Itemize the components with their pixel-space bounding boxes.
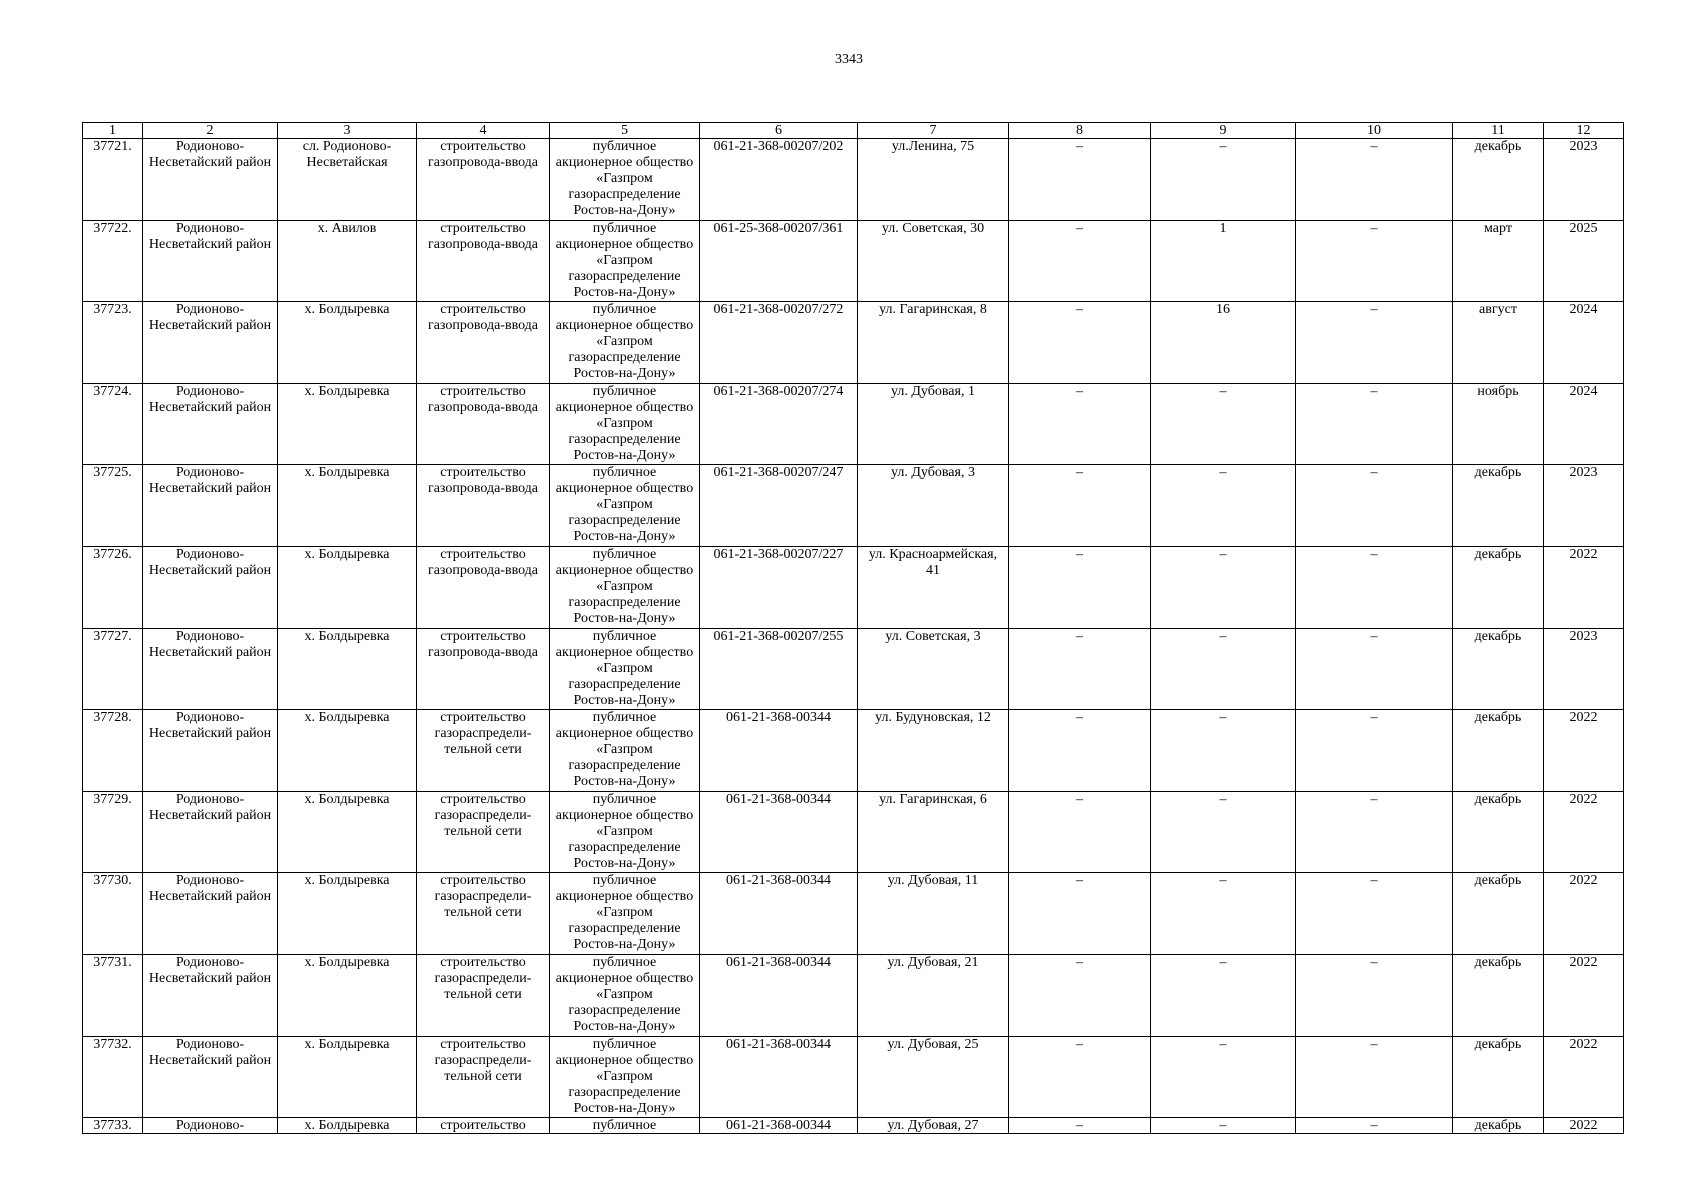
table-row	[83, 546, 1624, 628]
year: 2024	[1544, 302, 1624, 384]
row-number: 37721.	[83, 139, 143, 221]
table-row	[83, 383, 1624, 465]
locality: х. Авилов	[278, 220, 417, 302]
column-header-5: 5	[550, 123, 700, 139]
address: ул. Дубовая, 3	[858, 465, 1009, 547]
year: 2023	[1544, 628, 1624, 710]
column-10-value: –	[1296, 628, 1453, 710]
column-10-value: –	[1296, 954, 1453, 1036]
organization: публичное акционерное общество «Газпром газораспределение Ростов-на-Дону»	[550, 791, 700, 873]
header-row	[83, 123, 1624, 139]
month: декабрь	[1453, 710, 1544, 792]
address: ул. Дубовая, 1	[858, 383, 1009, 465]
district: Родионово-Несветайский район	[143, 139, 278, 221]
year: 2022	[1544, 791, 1624, 873]
year: 2023	[1544, 139, 1624, 221]
table-row	[83, 954, 1624, 1036]
object-code: 061-21-368-00344	[700, 1118, 858, 1134]
work-type: строительство газопровода-ввода	[417, 546, 550, 628]
work-type: строительство газораспредели-тельной сети	[417, 791, 550, 873]
locality: х. Болдыревка	[278, 546, 417, 628]
column-header-11: 11	[1453, 123, 1544, 139]
organization: публичное	[550, 1118, 700, 1134]
column-10-value: –	[1296, 139, 1453, 221]
row-number: 37722.	[83, 220, 143, 302]
month: декабрь	[1453, 546, 1544, 628]
work-type: строительство газопровода-ввода	[417, 383, 550, 465]
district: Родионово-Несветайский район	[143, 465, 278, 547]
column-9-value: –	[1151, 1036, 1296, 1118]
object-code: 061-21-368-00207/255	[700, 628, 858, 710]
row-number: 37724.	[83, 383, 143, 465]
organization: публичное акционерное общество «Газпром газораспределение Ростов-на-Дону»	[550, 873, 700, 955]
locality: сл. Родионово-Несветайская	[278, 139, 417, 221]
column-header-2: 2	[143, 123, 278, 139]
column-8-value: –	[1009, 383, 1151, 465]
table-row	[83, 139, 1624, 221]
work-type: строительство	[417, 1118, 550, 1134]
address: ул. Гагаринская, 8	[858, 302, 1009, 384]
organization: публичное акционерное общество «Газпром газораспределение Ростов-на-Дону»	[550, 383, 700, 465]
address: ул. Советская, 30	[858, 220, 1009, 302]
work-type: строительство газораспредели-тельной сети	[417, 954, 550, 1036]
work-type: строительство газораспредели-тельной сети	[417, 873, 550, 955]
column-9-value: –	[1151, 139, 1296, 221]
column-8-value: –	[1009, 791, 1151, 873]
year: 2022	[1544, 546, 1624, 628]
object-code: 061-21-368-00207/202	[700, 139, 858, 221]
locality: х. Болдыревка	[278, 1118, 417, 1134]
address: ул. Будуновская, 12	[858, 710, 1009, 792]
column-9-value: –	[1151, 628, 1296, 710]
locality: х. Болдыревка	[278, 1036, 417, 1118]
work-type: строительство газопровода-ввода	[417, 302, 550, 384]
district: Родионово-Несветайский район	[143, 1036, 278, 1118]
organization: публичное акционерное общество «Газпром газораспределение Ростов-на-Дону»	[550, 139, 700, 221]
column-9-value: –	[1151, 383, 1296, 465]
column-10-value: –	[1296, 1036, 1453, 1118]
table-row	[83, 791, 1624, 873]
column-10-value: –	[1296, 791, 1453, 873]
month: август	[1453, 302, 1544, 384]
district: Родионово-Несветайский район	[143, 873, 278, 955]
column-9-value: 16	[1151, 302, 1296, 384]
locality: х. Болдыревка	[278, 791, 417, 873]
column-9-value: –	[1151, 873, 1296, 955]
organization: публичное акционерное общество «Газпром газораспределение Ростов-на-Дону»	[550, 1036, 700, 1118]
month: декабрь	[1453, 873, 1544, 955]
year: 2022	[1544, 873, 1624, 955]
district: Родионово-Несветайский район	[143, 710, 278, 792]
column-9-value: –	[1151, 465, 1296, 547]
year: 2023	[1544, 465, 1624, 547]
object-code: 061-21-368-00207/247	[700, 465, 858, 547]
work-type: строительство газопровода-ввода	[417, 628, 550, 710]
column-8-value: –	[1009, 139, 1151, 221]
district: Родионово-Несветайский район	[143, 628, 278, 710]
locality: х. Болдыревка	[278, 465, 417, 547]
district: Родионово-Несветайский район	[143, 302, 278, 384]
year: 2022	[1544, 1118, 1624, 1134]
column-header-4: 4	[417, 123, 550, 139]
month: март	[1453, 220, 1544, 302]
month: декабрь	[1453, 1118, 1544, 1134]
row-number: 37733.	[83, 1118, 143, 1134]
address: ул. Дубовая, 27	[858, 1118, 1009, 1134]
object-code: 061-21-368-00207/272	[700, 302, 858, 384]
column-10-value: –	[1296, 220, 1453, 302]
locality: х. Болдыревка	[278, 383, 417, 465]
work-type: строительство газораспредели-тельной сети	[417, 710, 550, 792]
object-code: 061-21-368-00344	[700, 954, 858, 1036]
table-row	[83, 302, 1624, 384]
district: Родионово-	[143, 1118, 278, 1134]
year: 2022	[1544, 710, 1624, 792]
column-9-value: –	[1151, 954, 1296, 1036]
address: ул. Гагаринская, 6	[858, 791, 1009, 873]
organization: публичное акционерное общество «Газпром газораспределение Ростов-на-Дону»	[550, 710, 700, 792]
row-number: 37725.	[83, 465, 143, 547]
address: ул. Красноармейская, 41	[858, 546, 1009, 628]
column-header-8: 8	[1009, 123, 1151, 139]
row-number: 37723.	[83, 302, 143, 384]
column-9-value: 1	[1151, 220, 1296, 302]
page-number: 3343	[835, 52, 863, 67]
column-8-value: –	[1009, 1118, 1151, 1134]
month: декабрь	[1453, 954, 1544, 1036]
column-header-10: 10	[1296, 123, 1453, 139]
column-8-value: –	[1009, 628, 1151, 710]
district: Родионово-Несветайский район	[143, 546, 278, 628]
column-8-value: –	[1009, 954, 1151, 1036]
work-type: строительство газопровода-ввода	[417, 139, 550, 221]
organization: публичное акционерное общество «Газпром газораспределение Ростов-на-Дону»	[550, 302, 700, 384]
table-row	[83, 710, 1624, 792]
column-10-value: –	[1296, 546, 1453, 628]
row-number: 37731.	[83, 954, 143, 1036]
column-10-value: –	[1296, 383, 1453, 465]
column-9-value: –	[1151, 546, 1296, 628]
object-code: 061-21-368-00344	[700, 1036, 858, 1118]
object-code: 061-21-368-00207/227	[700, 546, 858, 628]
month: декабрь	[1453, 628, 1544, 710]
column-9-value: –	[1151, 1118, 1296, 1134]
table-row	[83, 628, 1624, 710]
address: ул. Дубовая, 11	[858, 873, 1009, 955]
column-10-value: –	[1296, 710, 1453, 792]
row-number: 37732.	[83, 1036, 143, 1118]
work-type: строительство газопровода-ввода	[417, 465, 550, 547]
table-row	[83, 220, 1624, 302]
column-header-9: 9	[1151, 123, 1296, 139]
column-8-value: –	[1009, 220, 1151, 302]
column-8-value: –	[1009, 302, 1151, 384]
column-8-value: –	[1009, 873, 1151, 955]
column-8-value: –	[1009, 1036, 1151, 1118]
column-header-1: 1	[83, 123, 143, 139]
column-8-value: –	[1009, 546, 1151, 628]
object-code: 061-21-368-00207/274	[700, 383, 858, 465]
address: ул. Дубовая, 21	[858, 954, 1009, 1036]
row-number: 37729.	[83, 791, 143, 873]
locality: х. Болдыревка	[278, 873, 417, 955]
data-table	[82, 122, 1624, 1134]
table-row	[83, 1036, 1624, 1118]
locality: х. Болдыревка	[278, 710, 417, 792]
organization: публичное акционерное общество «Газпром газораспределение Ростов-на-Дону»	[550, 546, 700, 628]
organization: публичное акционерное общество «Газпром газораспределение Ростов-на-Дону»	[550, 220, 700, 302]
object-code: 061-21-368-00344	[700, 710, 858, 792]
organization: публичное акционерное общество «Газпром газораспределение Ростов-на-Дону»	[550, 465, 700, 547]
year: 2022	[1544, 954, 1624, 1036]
district: Родионово-Несветайский район	[143, 954, 278, 1036]
work-type: строительство газопровода-ввода	[417, 220, 550, 302]
column-10-value: –	[1296, 465, 1453, 547]
object-code: 061-25-368-00207/361	[700, 220, 858, 302]
column-10-value: –	[1296, 302, 1453, 384]
year: 2024	[1544, 383, 1624, 465]
locality: х. Болдыревка	[278, 954, 417, 1036]
district: Родионово-Несветайский район	[143, 220, 278, 302]
locality: х. Болдыревка	[278, 302, 417, 384]
month: декабрь	[1453, 465, 1544, 547]
address: ул. Дубовая, 25	[858, 1036, 1009, 1118]
row-number: 37730.	[83, 873, 143, 955]
column-header-6: 6	[700, 123, 858, 139]
year: 2022	[1544, 1036, 1624, 1118]
month: декабрь	[1453, 139, 1544, 221]
column-10-value: –	[1296, 873, 1453, 955]
organization: публичное акционерное общество «Газпром газораспределение Ростов-на-Дону»	[550, 628, 700, 710]
row-number: 37728.	[83, 710, 143, 792]
district: Родионово-Несветайский район	[143, 383, 278, 465]
column-header-3: 3	[278, 123, 417, 139]
year: 2025	[1544, 220, 1624, 302]
row-number: 37726.	[83, 546, 143, 628]
month: декабрь	[1453, 1036, 1544, 1118]
organization: публичное акционерное общество «Газпром газораспределение Ростов-на-Дону»	[550, 954, 700, 1036]
month: ноябрь	[1453, 383, 1544, 465]
column-header-7: 7	[858, 123, 1009, 139]
column-header-12: 12	[1544, 123, 1624, 139]
table-row	[83, 465, 1624, 547]
object-code: 061-21-368-00344	[700, 791, 858, 873]
object-code: 061-21-368-00344	[700, 873, 858, 955]
district: Родионово-Несветайский район	[143, 791, 278, 873]
column-10-value: –	[1296, 1118, 1453, 1134]
column-9-value: –	[1151, 710, 1296, 792]
column-8-value: –	[1009, 710, 1151, 792]
address: ул.Ленина, 75	[858, 139, 1009, 221]
table-row	[83, 873, 1624, 955]
row-number: 37727.	[83, 628, 143, 710]
month: декабрь	[1453, 791, 1544, 873]
column-8-value: –	[1009, 465, 1151, 547]
locality: х. Болдыревка	[278, 628, 417, 710]
column-9-value: –	[1151, 791, 1296, 873]
work-type: строительство газораспредели-тельной сети	[417, 1036, 550, 1118]
table-row	[83, 1118, 1624, 1134]
address: ул. Советская, 3	[858, 628, 1009, 710]
